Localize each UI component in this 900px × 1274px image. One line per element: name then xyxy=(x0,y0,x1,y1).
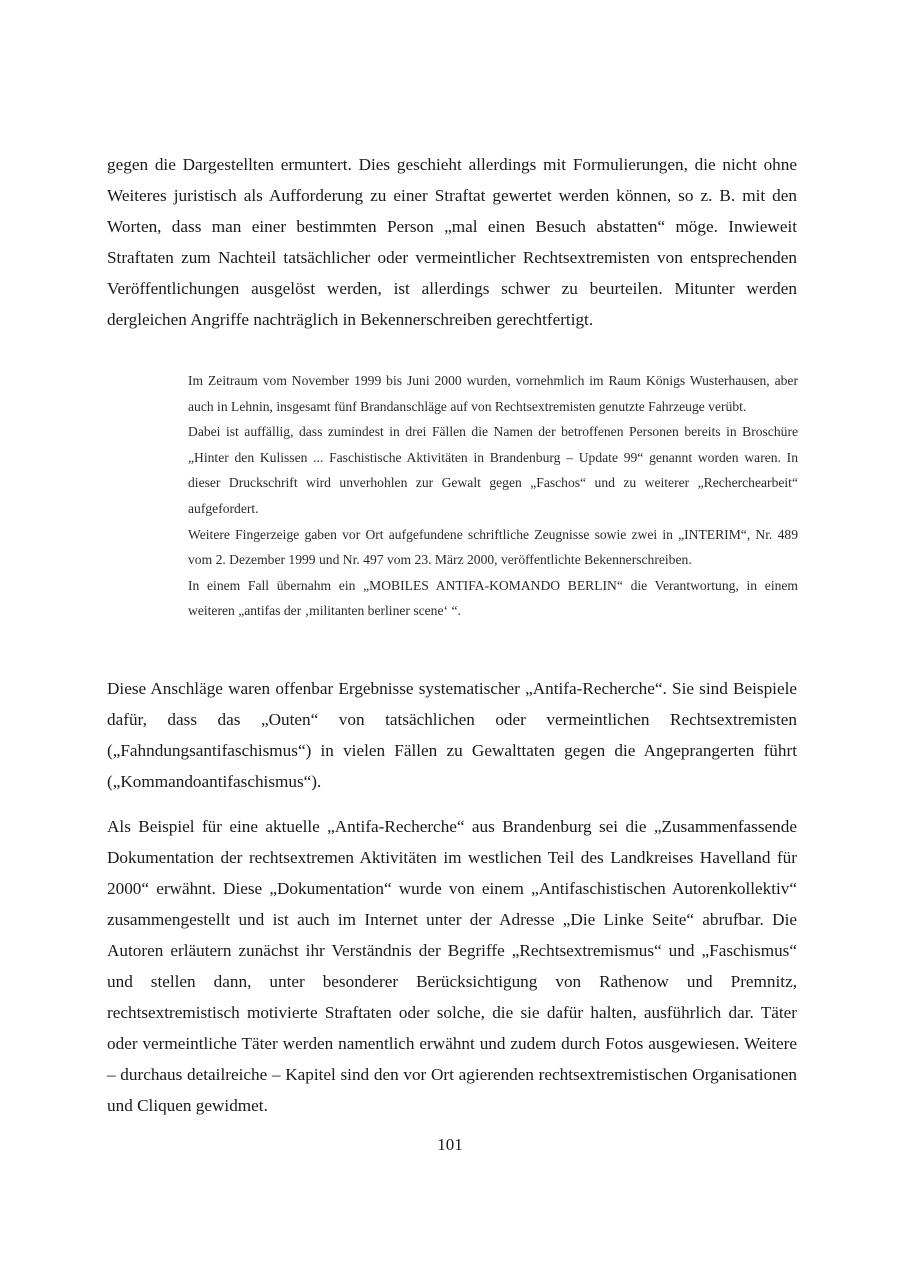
body-paragraph-1: gegen die Dargestellten ermuntert. Dies geschieht allerdings mit Formulierungen, die nicht ohne Weiteres juristisch als Aufforderung zu einer Straftat gewertet werden können, so z. B. mit den Worten, dass man einer bestimmten Person „mal einen Besuch abstatten“ möge. Inwieweit Straftaten zum Nachteil tatsächlicher oder vermeintlicher Rechtsextremisten von entsprechenden Veröffentlichungen ausgelöst werden, ist allerdings schwer zu beurteilen. Mitunter werden dergleichen Angriffe nachträglich in Bekennerschreiben gerechtfertigt. xyxy=(107,155,797,329)
body-paragraph-3: Als Beispiel für eine aktuelle „Antifa-Recherche“ aus Brandenburg sei die „Zusammenfassende Dokumentation der rechtsextremen Aktivitäten im westlichen Teil des Landkreises Havelland für 2000“ erwähnt. Diese „Dokumentation“ wurde von einem „Antifaschistischen Autorenkollektiv“ zusammengestellt und ist auch im Internet unter der Adresse „Die Linke Seite“ abrufbar. Die Autoren erläutern zunächst ihr Verständnis der Begriffe „Rechtsextremismus“ und „Faschismus“ und stellen dann, unter besonderer Berücksichtigung von Rathenow und Premnitz, rechtsextremistisch motivierte Straftaten oder solche, die sie dafür halten, ausführlich dar. Täter oder vermeintliche Täter werden namentlich erwähnt und zudem durch Fotos ausgewiesen. Weitere – durchaus detailreiche – Kapitel sind den vor Ort agierenden rechtsextremistischen Organisationen und Cliquen gewidmet. xyxy=(107,817,797,1115)
body-paragraph-2: Diese Anschläge waren offenbar Ergebnisse systematischer „Antifa-Recherche“. Sie sind Beispiele dafür, dass das „Outen“ von tatsächlichen oder vermeintlichen Rechtsextremisten („Fahndungsantifaschismus“) in vielen Fällen zu Gewalttaten gegen die Angeprangerten führt („Kommandoantifaschismus“). xyxy=(107,679,797,791)
quote-paragraph-1: Im Zeitraum vom November 1999 bis Juni 2000 wurden, vornehmlich im Raum Königs Wusterhausen, aber auch in Lehnin, insgesamt fünf Brandanschläge auf von Rechtsextremisten genutzte Fahrzeuge verübt. xyxy=(188,373,798,414)
quote-paragraph-4: In einem Fall übernahm ein „MOBILES ANTIFA-KOMANDO BERLIN“ die Verantwortung, in einem weiteren „antifas der ‚militanten berliner scene‘ “. xyxy=(188,577,798,619)
indented-quote-block xyxy=(188,368,798,624)
quote-paragraph-3: Weitere Fingerzeige gaben vor Ort aufgefundene schriftliche Zeugnisse sowie zwei in „INTERIM“, Nr. 489 vom 2. Dezember 1999 und Nr. 497 vom 23. März 2000, veröffentlichte Bekennerschreiben. xyxy=(188,526,798,568)
page-number: 101 xyxy=(437,1135,463,1154)
quote-paragraph-2: Dabei ist auffällig, dass zumindest in drei Fällen die Namen der betroffenen Personen bereits in Broschüre „Hinter den Kulissen ... Faschistische Aktivitäten in Brandenburg – Update 99“ genannt worden waren. In dieser Druckschrift wird unverhohlen zur Gewalt gegen „Faschos“ und zu weiterer „Recherchearbeit“ aufgefordert. xyxy=(188,424,798,516)
